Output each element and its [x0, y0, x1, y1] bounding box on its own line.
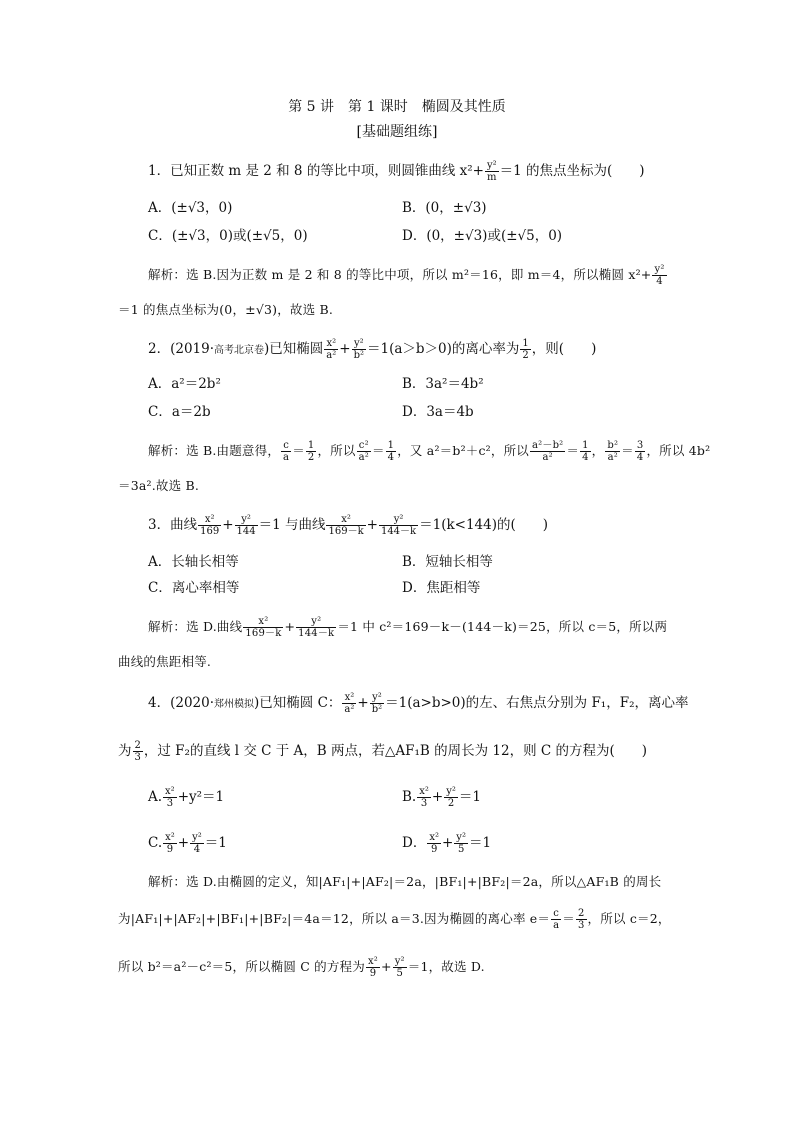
question-2-option-c: C．a＝2b [148, 404, 211, 420]
fraction: $\frac{\text{x²}}{169-k}$ [328, 514, 364, 537]
fraction: $\frac{1}{2}$ [307, 440, 315, 463]
fraction: $\frac{\text{y²}}{144-k}$ [298, 616, 335, 639]
fraction: $\frac{\text{y²}}{2}$ [446, 786, 456, 809]
fraction: $\frac{\text{y²}}{144-k}$ [380, 514, 417, 537]
question-4-option-a: A. $\frac{\text{x²}}{3}$ +y²＝1 [148, 786, 225, 809]
fraction: $\frac{\text{y²}}{m}$ [486, 160, 497, 183]
fraction: $\frac{\text{x²}}{\text{a²}}$ [344, 692, 355, 715]
question-4-stem-line-2: 为 $\frac{2}{3}$ ，过 F₂的直线 l 交 C 于 A，B 两点，若△AF₁B 的周长为 12，则 C 的方程为( ) [118, 740, 648, 763]
fraction: $\frac{\text{x²}}{9}$ [429, 832, 439, 855]
question-4-solution-line-3: 所以 b²＝a²－c²＝5，所以椭圆 C 的方程为 $\frac{\text{x²}}{9}$ + $\frac{\text{y²}}{5}$ ＝1，故选 D. [118, 956, 485, 979]
fraction: $\frac{\text{x²}}{9}$ [367, 956, 378, 979]
fraction: $\frac{\text{y²}}{\text{b²}}$ [353, 338, 365, 361]
question-3-stem: 3．曲线 $\frac{\text{x²}}{169}$ + $\frac{\text{y²}}{144}$ ＝1 与曲线 $\frac{\text{x²}}{169-k}$ + $\frac{\text{y²}}{144-k}$ ＝1(k<144)的( ) [148, 514, 549, 537]
question-1-solution-line-1: 解析：选 B.因为正数 m 是 2 和 8 的等比中项，所以 m²＝16，即 m＝4，所以椭圆 x²+ $\frac{\text{y²}}{4}$ [148, 264, 665, 287]
question-4-option-c: C. $\frac{\text{x²}}{9}$ + $\frac{\text{y²}}{4}$ ＝1 [148, 832, 227, 855]
question-1-stem: 1．已知正数 m 是 2 和 8 的等比中项，则圆锥曲线 x²+ $\frac{\text{y²}}{m}$ ＝1 的焦点坐标为( ) [148, 160, 645, 183]
fraction: $\frac{1}{2}$ [522, 338, 529, 361]
fraction: $\frac{\text{x²}}{3}$ [419, 786, 429, 809]
question-3-option-b: B．短轴长相等 [402, 554, 493, 570]
question-1-solution-line-2: ＝1 的焦点坐标为(0，±√3)，故选 B. [118, 302, 334, 317]
question-2-option-d: D．3a＝4b [402, 404, 474, 420]
fraction: $\frac{c}{a}$ [283, 440, 290, 463]
fraction: $\frac{2}{3}$ [134, 740, 141, 763]
question-2-solution-line-1: 解析：选 B.由题意得， $\frac{c}{a}$ ＝ $\frac{1}{2}$ ，所以 $\frac{\text{c²}}{\text{a²}}$ ＝ $\frac{1}{4}$ ，又 a²＝b²＋c²，所以 $\frac{\text{a²－b²}}{\text{a²}}$ ＝ $\frac{1}{4}$ ， $\frac{\text{b²}}{\text{a²}}$ ＝ $\frac{3}{4}$ ，所以 4b² [148, 440, 711, 463]
fraction: $\frac{\text{x²}}{9}$ [165, 832, 175, 855]
question-2-solution-line-2: ＝3a².故选 B. [118, 478, 200, 493]
question-3-solution-line-2: 曲线的焦距相等. [118, 654, 212, 669]
section-heading: [基础题组练] [356, 124, 438, 140]
fraction: $\frac{1}{4}$ [387, 440, 395, 463]
question-3-solution-line-1: 解析：选 D.曲线 $\frac{\text{x²}}{169-k}$ + $\frac{\text{y²}}{144-k}$ ＝1 中 c²＝169－k－(144－k)＝25，所以 c＝5，所以两 [148, 616, 668, 639]
fraction: $\frac{2}{3}$ [577, 908, 585, 931]
fraction: $\frac{\text{y²}}{\text{b²}}$ [371, 692, 383, 715]
question-2-option-a: A．a²＝2b² [148, 376, 221, 392]
question-3-option-a: A．长轴长相等 [148, 554, 239, 570]
page-title: 第 5 讲 第 1 课时 椭圆及其性质 [288, 99, 506, 115]
fraction: $\frac{\text{x²}}{169}$ [200, 514, 220, 537]
question-4-solution-line-2: 为|AF₁|+|AF₂|+|BF₁|+|BF₂|＝4a＝12，所以 a＝3.因为椭圆的离心率 e＝ $\frac{c}{a}$ ＝ $\frac{2}{3}$ ，所以 c＝2， [118, 908, 671, 931]
source-label: 高考北京卷 [214, 345, 265, 356]
fraction: $\frac{\text{y²}}{4}$ [654, 264, 665, 287]
fraction: $\frac{1}{4}$ [582, 440, 589, 463]
source-label: 郑州模拟 [214, 699, 255, 710]
question-4-stem-line-1: 4．(2020·郑州模拟)已知椭圆 C： $\frac{\text{x²}}{\text{a²}}$ + $\frac{\text{y²}}{\text{b²}}$ ＝1(a>b>0)的左、右焦点分别为 F₁，F₂，离心率 [148, 692, 689, 715]
fraction: $\frac{\text{x²}}{3}$ [165, 786, 175, 809]
fraction: $\frac{\text{y²}}{5}$ [456, 832, 466, 855]
fraction: $\frac{\text{y²}}{144}$ [236, 514, 256, 537]
question-2-option-b: B．3a²＝4b² [402, 376, 484, 392]
question-1-option-b: B．(0，±√3) [402, 200, 487, 216]
question-1-option-d: D．(0，±√3)或(±√5，0) [402, 228, 563, 244]
question-2-stem: 2．(2019·高考北京卷)已知椭圆 $\frac{\text{x²}}{\text{a²}}$ + $\frac{\text{y²}}{\text{b²}}$ ＝1(a＞b＞0)的离心率为 $\frac{1}{2}$ ，则( ) [148, 338, 597, 361]
question-3-option-c: C．离心率相等 [148, 580, 240, 596]
fraction: $\frac{\text{y²}}{5}$ [394, 956, 405, 979]
question-1-option-a: A．(±√3，0) [148, 200, 233, 216]
fraction: $\frac{c}{a}$ [553, 908, 560, 931]
fraction: $\frac{\text{b²}}{\text{a²}}$ [607, 440, 619, 463]
question-4-solution-line-1: 解析：选 D.由椭圆的定义，知|AF₁|+|AF₂|＝2a，|BF₁|+|BF₂|＝2a，所以△AF₁B 的周长 [148, 874, 662, 889]
fraction: $\frac{3}{4}$ [636, 440, 644, 463]
fraction: $\frac{\text{a²－b²}}{\text{a²}}$ [532, 440, 564, 463]
question-4-option-d: D． $\frac{\text{x²}}{9}$ + $\frac{\text{y²}}{5}$ ＝1 [402, 832, 492, 855]
question-4-option-b: B. $\frac{\text{x²}}{3}$ + $\frac{\text{y²}}{2}$ ＝1 [402, 786, 481, 809]
question-3-option-d: D．焦距相等 [402, 580, 481, 596]
fraction: $\frac{\text{y²}}{4}$ [192, 832, 202, 855]
fraction: $\frac{\text{x²}}{169-k}$ [245, 616, 282, 639]
fraction: $\frac{\text{c²}}{\text{a²}}$ [358, 440, 369, 463]
question-1-option-c: C．(±√3，0)或(±√5，0) [148, 228, 308, 244]
fraction: $\frac{\text{x²}}{\text{a²}}$ [326, 338, 337, 361]
